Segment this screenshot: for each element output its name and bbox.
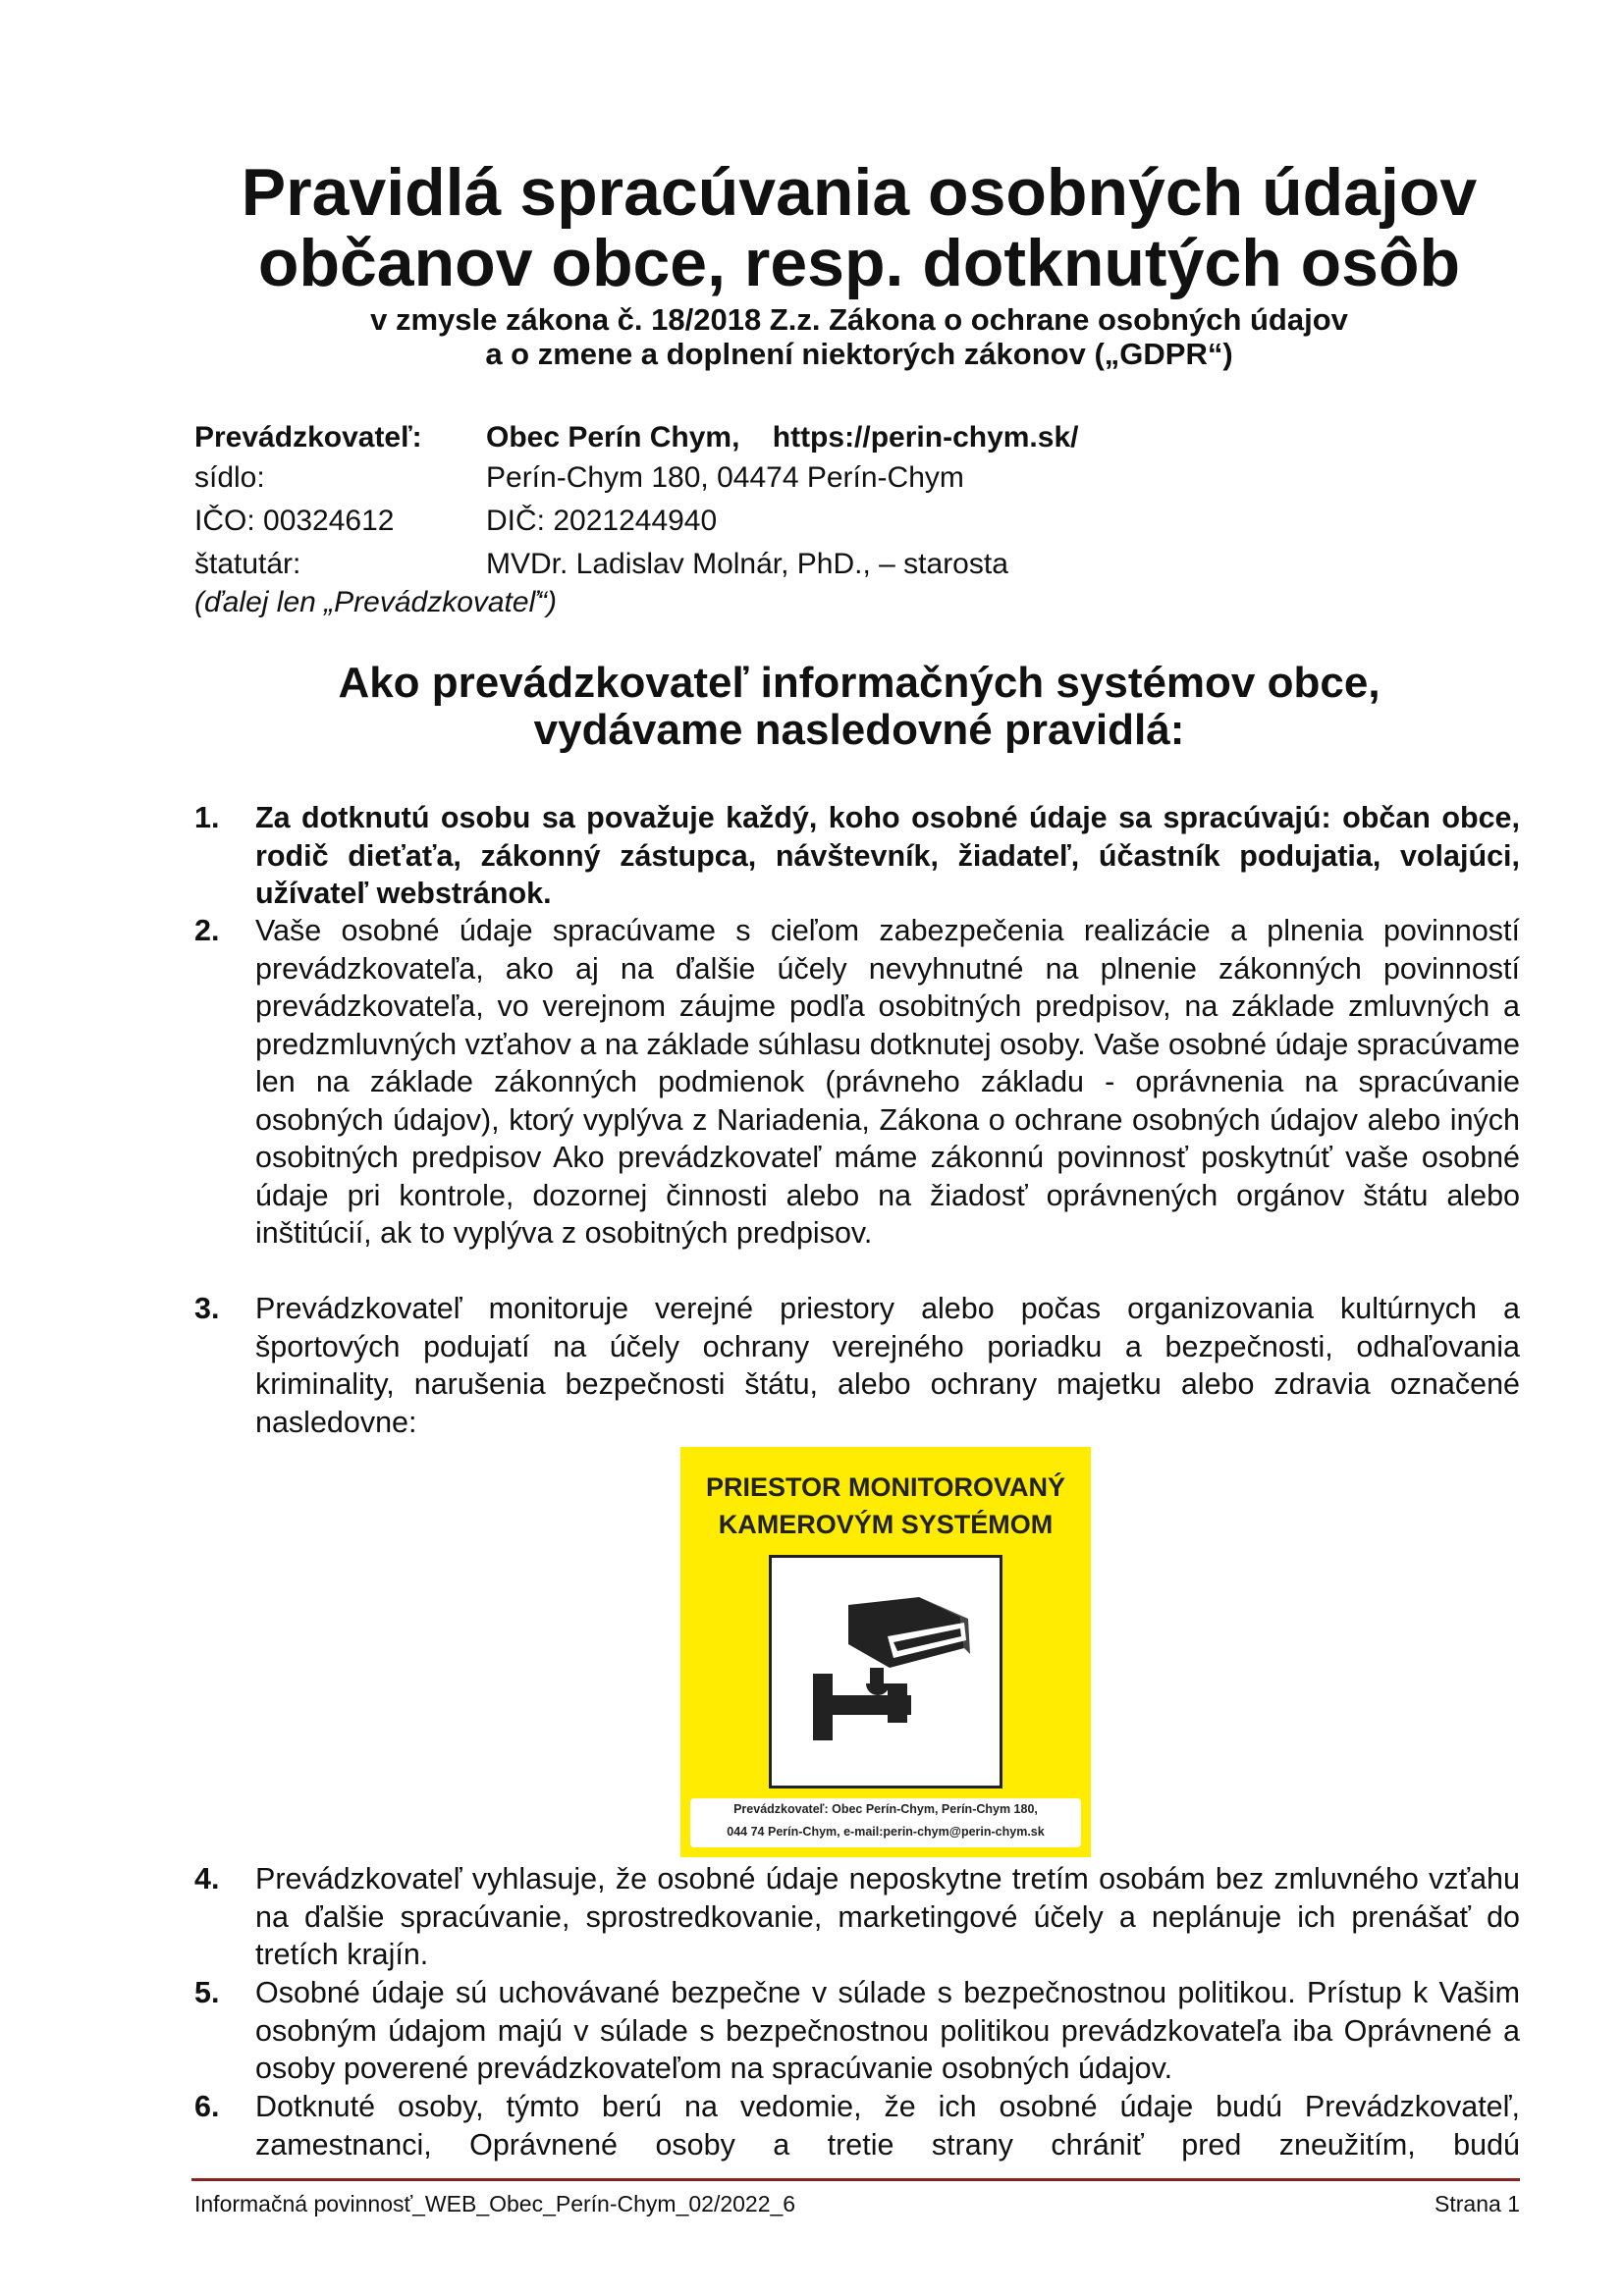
list-item	[194, 1860, 1520, 1974]
list-item-number: 2.	[194, 914, 220, 947]
operator-label: Prevádzkovateľ:	[194, 421, 422, 454]
list-item-text: Prevádzkovateľ monitoruje verejné priestory alebo počas organizovania kultúrnych a športových podujatí na účely ochrany verejného poriadku a bezpečnosti, odhaľovania kriminality, narušenia bezpečnosti štátu, alebo ochrany majetku alebo zdravia označené nasledovne:	[255, 1292, 1520, 1439]
list-item-number: 4.	[194, 1862, 220, 1896]
list-item-number: 1.	[194, 801, 220, 834]
title-line: občanov obce, resp. dotknutých osôb	[257, 226, 1461, 300]
list-item-number: 3.	[194, 1292, 220, 1325]
sign-title-line: PRIESTOR MONITOROVANÝ	[705, 1472, 1066, 1502]
document-title	[157, 157, 1561, 298]
subtitle-line: a o zmene a doplnení niektorých zákonov („GDPR“)	[485, 337, 1233, 371]
list-item	[194, 1974, 1520, 2088]
list-item-number: 6.	[194, 2090, 220, 2123]
seat-value: Perín-Chym 180, 04474 Perín-Chym	[486, 461, 964, 494]
list-item	[194, 799, 1520, 913]
cctv-camera-icon	[772, 1558, 1000, 1786]
sign-icon-panel	[769, 1555, 1002, 1789]
sign-footer-line: Prevádzkovateľ: Obec Perín-Chym, Perín-Chym 180,	[733, 1802, 1038, 1816]
list-item-text: Vaše osobné údaje spracúvame s cieľom zabezpečenia realizácie a plnenia povinností prevádzkovateľa, ako aj na ďalšie účely nevyhnutné na plnenie zákonných povinností prevádzkovateľa, vo verejnom záujme podľa osobitných predpisov, na základe zmluvných a predzmluvných vzťahov a na základe súhlasu dotknutej osoby. Vaše osobné údaje spracúvame len na základe zákonných podmienok (právneho základu - oprávnenia na spracúvanie osobných údajov), ktorý vyplýva z Nariadenia, Zákona o ochrane osobných údajov alebo iných osobitných predpisov Ako prevádzkovateľ máme zákonnú povinnosť poskytnúť vaše osobné údaje pri kontrole, dozornej činnosti alebo na žiadosť oprávnených orgánov štátu alebo inštitúcií, ak to vyplýva z osobitných predpisov.	[255, 914, 1520, 1250]
statutar-label: štatutár:	[194, 548, 301, 580]
list-item-text: Prevádzkovateľ vyhlasuje, že osobné údaje neposkytne tretím osobám bez zmluvného vzťahu na ďalšie spracúvanie, sprostredkovanie, marketingové účely a neplánuje ich prenášať do tretích krajín.	[255, 1862, 1520, 1971]
sign-title	[680, 1468, 1091, 1543]
rules-heading-line: Ako prevádzkovateľ informačných systémov obce,	[338, 659, 1380, 707]
operator-name-web: Obec Perín Chym, https://perin-chym.sk/	[486, 421, 1079, 454]
list-item-text: Za dotknutú osobu sa považuje každý, koho osobné údaje sa spracúvajú: občan obce, rodič dieťaťa, zákonný zástupca, návštevník, žiadateľ, účastník podujatia, volajúci, užívateľ webstránok.	[255, 801, 1520, 910]
sign-footer-line: 044 74 Perín-Chym, e-mail:perin-chym@perin-chym.sk	[727, 1825, 1045, 1839]
subtitle-line: v zmysle zákona č. 18/2018 Z.z. Zákona o ochrane osobných údajov	[370, 302, 1348, 337]
camera-surveillance-sign	[680, 1447, 1091, 1857]
title-line: Pravidlá spracúvania osobných údajov	[241, 155, 1478, 230]
footer-divider	[191, 2178, 1520, 2181]
list-item	[194, 2088, 1520, 2163]
statutar-value: MVDr. Ladislav Molnár, PhD., – starosta	[486, 548, 1008, 580]
list-item-number: 5.	[194, 1976, 220, 2009]
footer-page-number: Strana 1	[1435, 2191, 1520, 2216]
ico-value: IČO: 00324612	[194, 505, 395, 537]
list-item-text: Dotknuté osoby, týmto berú na vedomie, že ich osobné údaje budú Prevádzkovateľ, zamestnanci, Oprávnené osoby a tretie strany chrániť pred zneužitím, budú	[255, 2090, 1520, 2162]
rules-heading	[157, 660, 1561, 754]
list-item-text: Osobné údaje sú uchovávané bezpečne v súlade s bezpečnostnou politikou. Prístup k Vašim osobným údajom majú v súlade s bezpečnostnou politikou prevádzkovateľa iba Oprávnené a osoby poverené prevádzkovateľom na spracúvanie osobných údajov.	[255, 1976, 1520, 2085]
further-reference: (ďalej len „Prevádzkovateľ“)	[194, 586, 557, 618]
sign-title-line: KAMEROVÝM SYSTÉMOM	[718, 1510, 1054, 1539]
dic-value: DIČ: 2021244940	[486, 505, 718, 537]
list-item	[194, 1290, 1520, 1441]
rules-heading-line: vydávame nasledovné pravidlá:	[533, 706, 1185, 754]
list-item	[194, 912, 1520, 1253]
seat-label: sídlo:	[194, 461, 265, 494]
document-subtitle	[157, 302, 1561, 371]
footer-document-id: Informačná povinnosť_WEB_Obec_Perín-Chym_02/2022_6	[194, 2191, 796, 2216]
sign-operator-info	[690, 1798, 1081, 1847]
